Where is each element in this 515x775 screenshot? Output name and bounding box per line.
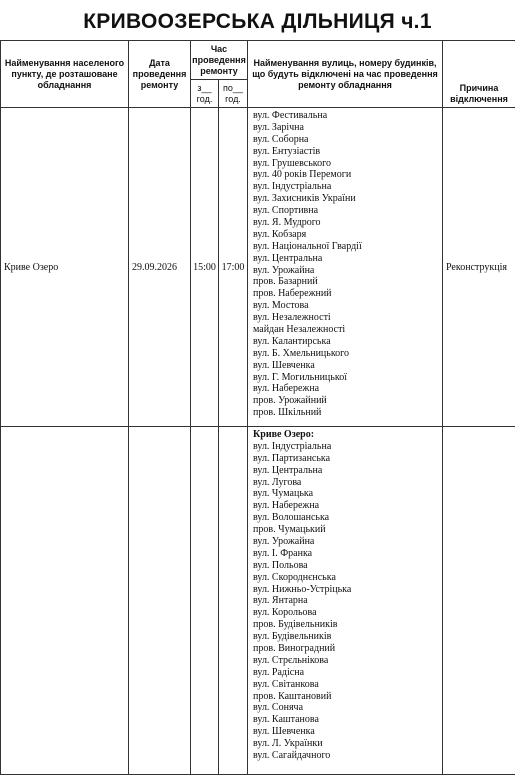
cell-reason bbox=[443, 427, 515, 775]
street-item: вул. Набережна bbox=[253, 383, 439, 395]
street-item: вул. Спортивна bbox=[253, 205, 439, 217]
street-item: вул. Волошанська bbox=[253, 512, 439, 524]
street-item: вул. Польова bbox=[253, 560, 439, 572]
street-item: пров. Будівельників bbox=[253, 619, 439, 631]
cell-place: Криве Озеро bbox=[1, 108, 129, 427]
street-item: пров. Виноградний bbox=[253, 643, 439, 655]
street-item: вул. Світанкова bbox=[253, 679, 439, 691]
street-item: пров. Урожайний bbox=[253, 395, 439, 407]
cell-streets bbox=[248, 427, 443, 775]
street-item: вул. Грушевського bbox=[253, 158, 439, 170]
street-item: вул. Індустріальна bbox=[253, 181, 439, 193]
header-time-to: по__ год. bbox=[219, 80, 248, 108]
cell-streets bbox=[248, 108, 443, 427]
street-item: вул. Партизанська bbox=[253, 453, 439, 465]
table-row bbox=[1, 427, 515, 775]
header-date: Дата проведення ремонту bbox=[129, 41, 191, 108]
street-item: пров. Шкільний bbox=[253, 407, 439, 419]
street-item: вул. Янтарна bbox=[253, 595, 439, 607]
header-place: Найменування населеного пункту, де розташоване обладнання bbox=[1, 41, 129, 108]
street-item: вул. Індустріальна bbox=[253, 441, 439, 453]
street-group-heading: Криве Озеро: bbox=[253, 429, 439, 441]
street-item: вул. Калантирська bbox=[253, 336, 439, 348]
street-item: вул. Г. Могильницької bbox=[253, 372, 439, 384]
street-item: вул. І. Франка bbox=[253, 548, 439, 560]
header-streets: Найменування вулиць, номеру будинків, що будуть відключені на час проведення ремонту обладнання bbox=[248, 41, 443, 108]
header-time: Час проведення ремонту bbox=[191, 41, 248, 80]
street-item: вул. Соняча bbox=[253, 702, 439, 714]
street-item: вул. Кобзаря bbox=[253, 229, 439, 241]
street-item: вул. Каштанова bbox=[253, 714, 439, 726]
header-reason: Причина відключення bbox=[443, 41, 515, 108]
cell-date: 29.09.2026 bbox=[129, 108, 191, 427]
street-item: вул. Корольова bbox=[253, 607, 439, 619]
street-item: вул. Скороднєнська bbox=[253, 572, 439, 584]
street-item: вул. Б. Хмельницького bbox=[253, 348, 439, 360]
street-item: вул. Шевченка bbox=[253, 726, 439, 738]
header-time-from: з__ год. bbox=[191, 80, 219, 108]
street-item: вул. 40 років Перемоги bbox=[253, 169, 439, 181]
street-item: вул. Мостова bbox=[253, 300, 439, 312]
street-item: пров. Каштановий bbox=[253, 691, 439, 703]
street-item: вул. Я. Мудрого bbox=[253, 217, 439, 229]
street-item: вул. Лугова bbox=[253, 477, 439, 489]
street-item: вул. Незалежності bbox=[253, 312, 439, 324]
street-item: вул. Радісна bbox=[253, 667, 439, 679]
street-item: вул. Шевченка bbox=[253, 360, 439, 372]
street-item: майдан Незалежності bbox=[253, 324, 439, 336]
street-item: вул. Центральна bbox=[253, 465, 439, 477]
street-item: вул. Соборна bbox=[253, 134, 439, 146]
street-item: вул. Сагайдачного bbox=[253, 750, 439, 762]
cell-time-from bbox=[191, 427, 219, 775]
street-item: вул. Будівельників bbox=[253, 631, 439, 643]
cell-time-to: 17:00 bbox=[219, 108, 248, 427]
street-item: вул. Центральна bbox=[253, 253, 439, 265]
table-row bbox=[1, 108, 515, 427]
street-item: вул. Чумацька bbox=[253, 488, 439, 500]
street-item: вул. Національної Гвардії bbox=[253, 241, 439, 253]
outage-table bbox=[0, 40, 515, 775]
street-item: вул. Зарічна bbox=[253, 122, 439, 134]
street-item: вул. Захисників України bbox=[253, 193, 439, 205]
cell-place bbox=[1, 427, 129, 775]
cell-reason: Реконструкція bbox=[443, 108, 515, 427]
street-item: пров. Набережний bbox=[253, 288, 439, 300]
street-item: вул. Фестивальна bbox=[253, 110, 439, 122]
cell-time-to bbox=[219, 427, 248, 775]
street-item: вул. Урожайна bbox=[253, 536, 439, 548]
street-item: вул. Ентузіастів bbox=[253, 146, 439, 158]
street-item: вул. Нижньо-Устріцька bbox=[253, 584, 439, 596]
cell-time-from: 15:00 bbox=[191, 108, 219, 427]
street-item: пров. Базарний bbox=[253, 276, 439, 288]
page-title: КРИВООЗЕРСЬКА ДІЛЬНИЦЯ ч.1 bbox=[0, 10, 515, 34]
cell-date bbox=[129, 427, 191, 775]
street-item: вул. Л. Українки bbox=[253, 738, 439, 750]
street-item: пров. Чумацький bbox=[253, 524, 439, 536]
street-item: вул. Набережна bbox=[253, 500, 439, 512]
street-item: вул. Урожайна bbox=[253, 265, 439, 277]
street-item: вул. Стрєльнікова bbox=[253, 655, 439, 667]
